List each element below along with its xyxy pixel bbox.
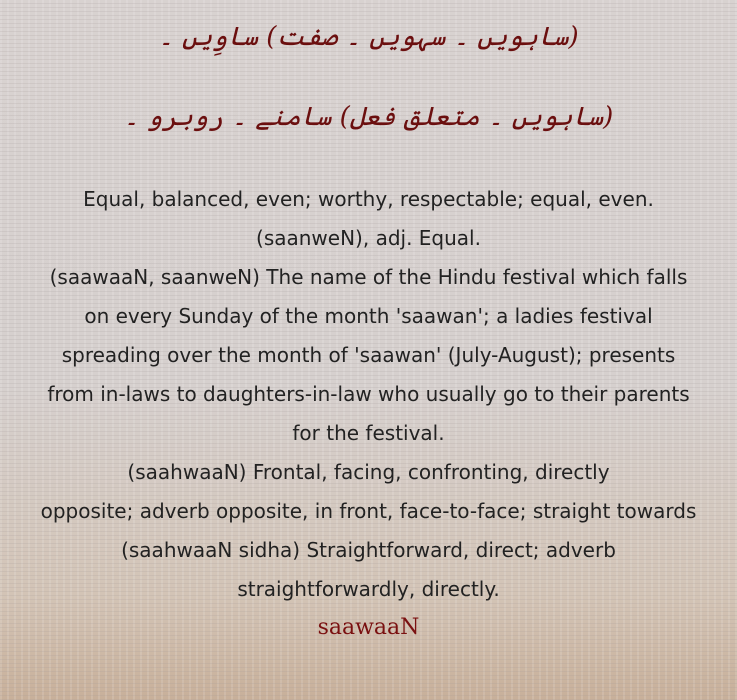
definition-line: opposite; adverb opposite, in front, face-to-face; straight towards <box>40 499 697 523</box>
definition-line: straightforwardly, directly. <box>237 577 500 601</box>
definition-line: Equal, balanced, even; worthy, respectable; equal, even. <box>83 187 654 211</box>
definition-line: (saawaaN, saanweN) The name of the Hindu festival which falls <box>49 265 688 289</box>
definition-line: spreading over the month of 'saawan' (July-August); presents <box>61 343 676 367</box>
definition-line: (saahwaaN) Frontal, facing, confronting, directly <box>127 460 610 484</box>
definition-line: from in-laws to daughters-in-law who usually go to their parents <box>47 382 690 406</box>
definition-line: (saanweN), adj. Equal. <box>256 226 481 250</box>
english-definition <box>0 180 737 609</box>
urdu-definition-line-1: (ساہویں ۔ سہویں ۔ صفت) ساوِیں ۔ <box>158 22 579 52</box>
definition-line: (saahwaaN sidha) Straightforward, direct; adverb <box>121 538 616 562</box>
definition-line: for the festival. <box>292 421 445 445</box>
urdu-definition-line-2: (ساہویں ۔ متعلق فعل) سامنے ۔ روبرو ۔ <box>123 102 614 132</box>
definition-line: on every Sunday of the month 'saawan'; a ladies festival <box>84 304 653 328</box>
headword: saawaaN <box>317 615 420 640</box>
